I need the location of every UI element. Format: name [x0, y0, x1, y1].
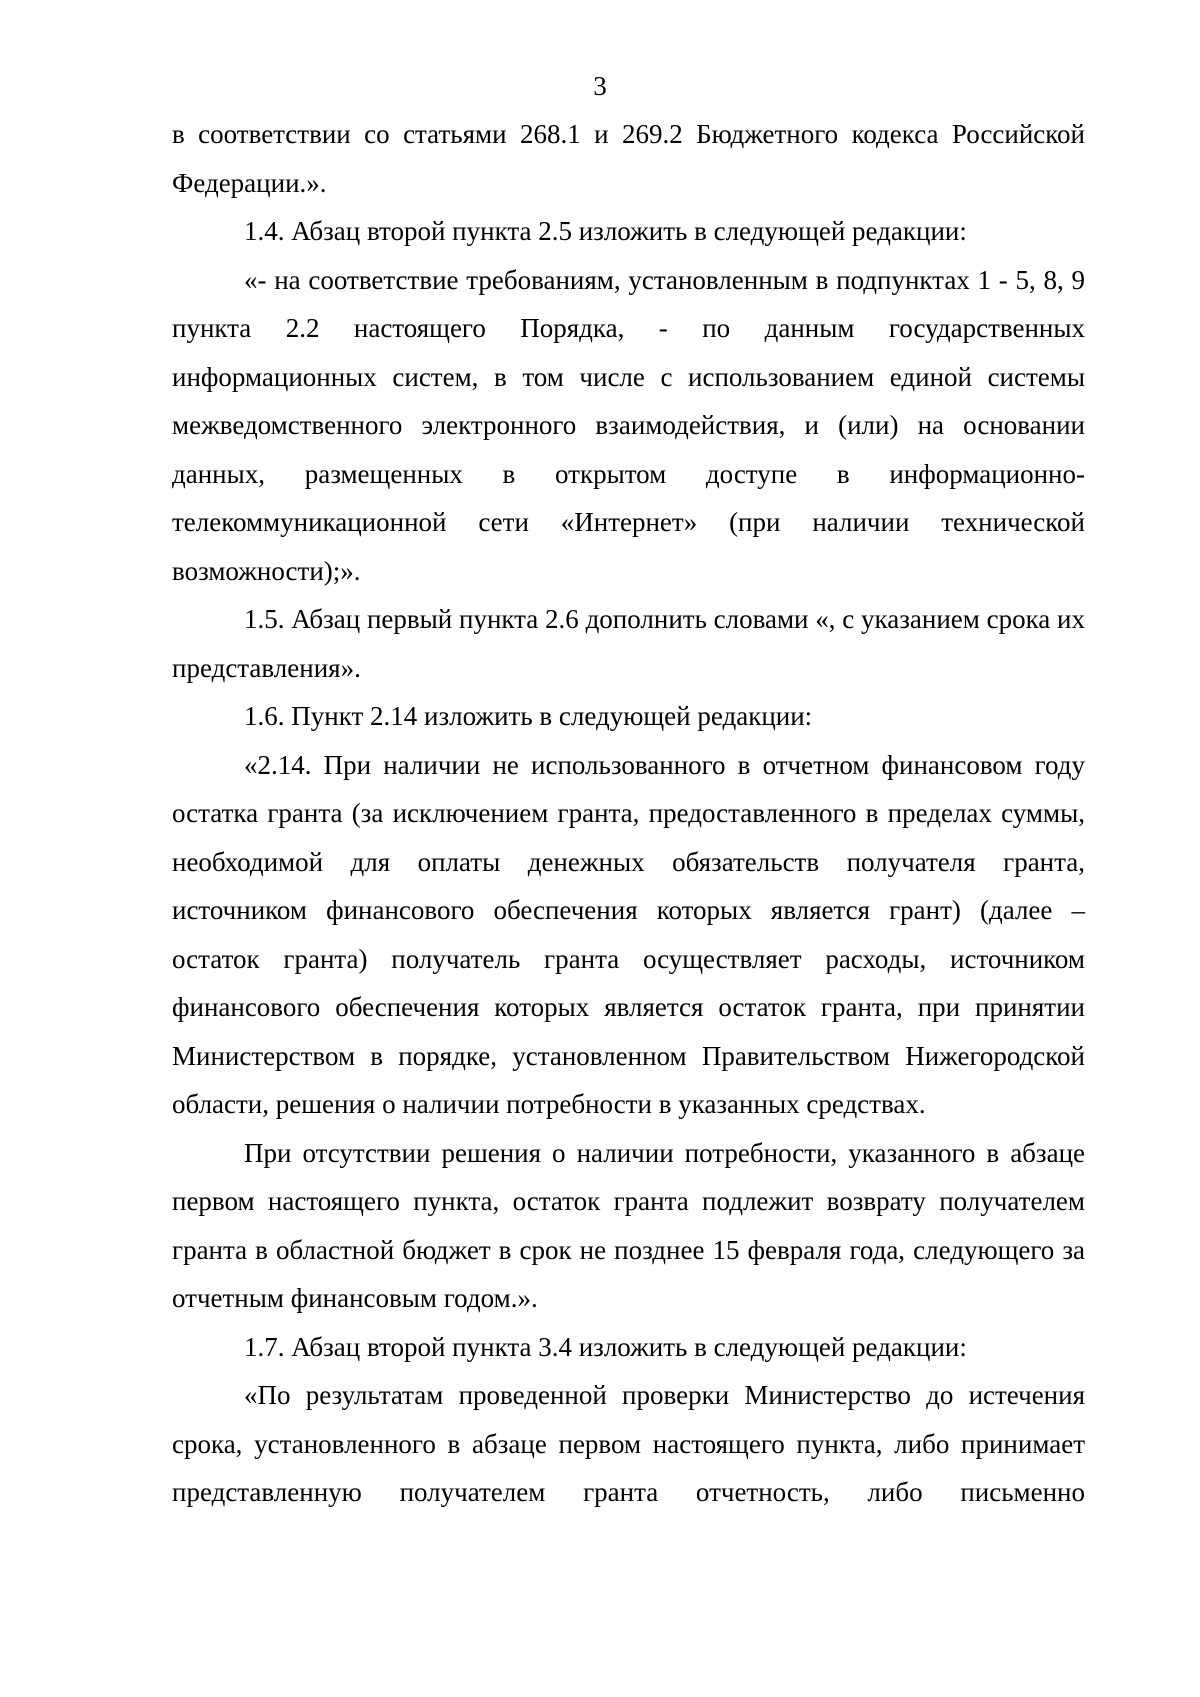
paragraph-quote-1-4: «- на соответствие требованиям, установленным в подпунктах 1 - 5, 8, 9 пункта 2.2 настоящего Порядка, - по данным государственных информационных систем, в том числе с использованием единой системы межведомственного электронного взаимодействия, и (или) на основании данных, размещенных в открытом доступе в информационно-телекоммуникационной сети «Интернет» (при наличии технической возможности);».: [172, 264, 1085, 586]
paragraph-absence-of-decision: При отсутствии решения о наличии потребности, указанного в абзаце первом настоящего пункта, остаток гранта подлежит возврату получателем гранта в областной бюджет в срок не позднее 15 февраля года, следующего за отчетным финансовым годом.».: [172, 1137, 1085, 1313]
document-body: [172, 110, 1085, 1517]
paragraph-continuation: в соответствии со статьями 268.1 и 269.2 Бюджетного кодекса Российской Федерации.».: [172, 119, 1085, 198]
paragraph-item-1-7: 1.7. Абзац второй пункта 3.4 изложить в следующей редакции:: [244, 1331, 967, 1362]
paragraph-quote-3-4: «По результатам проведенной проверки Министерство до истечения срока, установленного в абзаце первом настоящего пункта, либо принимает представленную получателем гранта отчетность, либо письменно: [172, 1380, 1085, 1507]
page-number: 3: [593, 71, 607, 101]
paragraph-item-1-6: 1.6. Пункт 2.14 изложить в следующей редакции:: [244, 701, 813, 731]
paragraph-item-1-4: 1.4. Абзац второй пункта 2.5 изложить в следующей редакции:: [244, 216, 967, 246]
paragraph-quote-2-14: «2.14. При наличии не использованного в отчетном финансовом году остатка гранта (за исключением гранта, предоставленного в пределах суммы, необходимой для оплаты денежных обязательств получателя гранта, источником финансового обеспечения которых является грант) (далее – остаток гранта) получатель гранта осуществляет расходы, источником финансового обеспечения которых является остаток гранта, при принятии Министерством в порядке, установленном Правительством Нижегородской области, решения о наличии потребности в указанных средствах.: [172, 749, 1085, 1119]
paragraph-item-1-5: 1.5. Абзац первый пункта 2.6 дополнить словами «, с указанием срока их представления».: [172, 604, 1085, 683]
